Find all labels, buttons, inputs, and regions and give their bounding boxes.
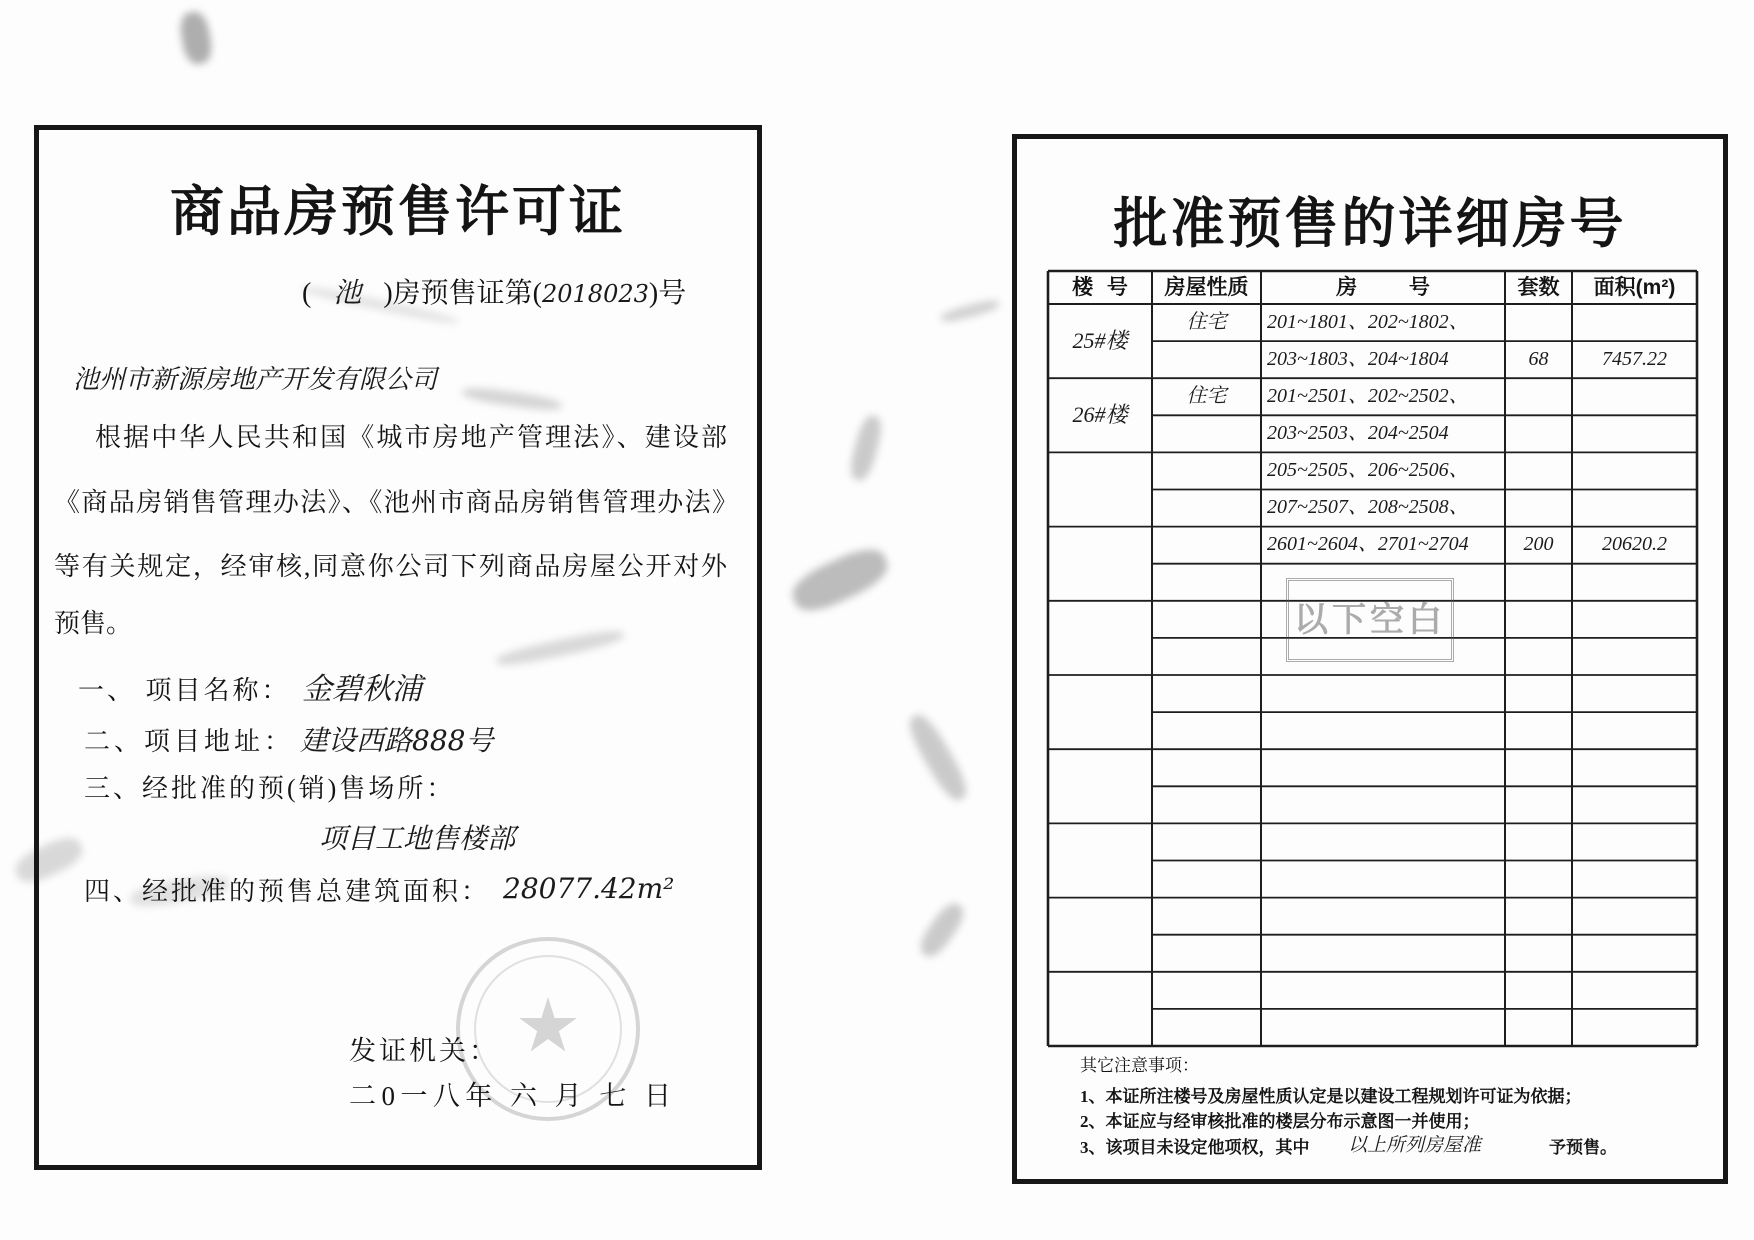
building-cell: 25#楼 [1072,328,1128,353]
rooms-cell: 205~2505、206~2506、 [1267,459,1469,481]
scan-smudge [178,10,215,66]
body-line-1: 根据中华人民共和国《城市房地产管理法》、建设部 [95,423,727,452]
sales-venue-value: 项目工地售楼部 [319,822,516,855]
rooms-cell: 203~2503、204~2504 [1267,422,1449,444]
count-cell: 200 [1523,533,1554,555]
rooms-cell: 2601~2604、2701~2704 [1267,533,1469,555]
count-cell: 68 [1528,348,1549,370]
project-name-label: 一、 项目名称： [78,676,291,705]
permit-number-middle: )房预售证第( [383,278,542,309]
area-cell: 7457.22 [1602,348,1667,370]
body-line-3: 等有关规定，经审核,同意你公司下列商品房屋公开对外 [54,552,727,581]
permit-title: 商品房预售许可证 [170,182,626,242]
permit-number: 2018023 [542,280,649,308]
permit-number-open: ( [302,278,312,309]
body-line-4: 预售。 [54,609,133,638]
blank-below-stamp: 以下空白 [1286,578,1454,662]
issue-date: 二0一八年 六 月 七 日 [349,1081,671,1111]
rooms-cell: 203~1803、204~1804 [1267,348,1449,370]
scan-smudge [915,899,969,962]
header-area: 面积(m²) [1593,276,1676,299]
body-line-2: 《商品房销售管理办法》、《池州市商品房销售管理办法》 [54,488,738,517]
note-3-start: 3、该项目未设定他项权，其中 [1080,1138,1310,1157]
project-name-value: 金碧秋浦 [302,672,422,707]
building-cell: 26#楼 [1072,402,1128,427]
rooms-cell: 207~2507、208~2508、 [1267,496,1469,518]
project-address-value: 建设西路888号 [300,724,494,757]
room-list-title: 批准预售的详细房号 [1113,194,1627,254]
note-3-handwritten: 以上所列房屋准 [1348,1134,1482,1156]
header-nature: 房屋性质 [1164,276,1249,299]
header-building: 楼 号 [1072,276,1128,299]
total-area-value: 28077.42m² [503,872,675,905]
total-area-label: 四、经批准的预售总建筑面积： [84,877,491,906]
permit-number-line [302,275,686,312]
scan-smudge [786,541,894,620]
note-2: 2、本证应与经审核批准的楼层分布示意图一并使用； [1080,1112,1480,1131]
nature-cell: 住宅 [1186,311,1227,333]
rooms-cell: 201~2501、202~2502、 [1267,385,1469,407]
sales-venue-label: 三、经批准的预(销)售场所： [84,774,456,803]
note-1: 1、本证所注楼号及房屋性质认定是以建设工程规划许可证为依据； [1080,1087,1582,1106]
company-name: 池州市新源房地产开发有限公司 [73,365,438,395]
header-count: 套数 [1517,276,1560,299]
permit-city: 池 [333,276,362,309]
nature-cell: 住宅 [1186,385,1227,407]
note-3-end: 予预售。 [1549,1138,1617,1157]
scan-smudge [903,710,973,805]
header-rooms: 房 号 [1336,276,1430,299]
project-address-label: 二、项目地址： [84,727,295,756]
scan-smudge [847,413,885,482]
permit-number-close: )号 [648,278,687,309]
issuer-label: 发证机关： [349,1036,499,1066]
area-cell: 20620.2 [1602,533,1667,555]
rooms-cell: 201~1801、202~1802、 [1267,311,1469,333]
scan-smudge [939,297,1000,324]
notes-heading: 其它注意事项： [1080,1056,1199,1075]
